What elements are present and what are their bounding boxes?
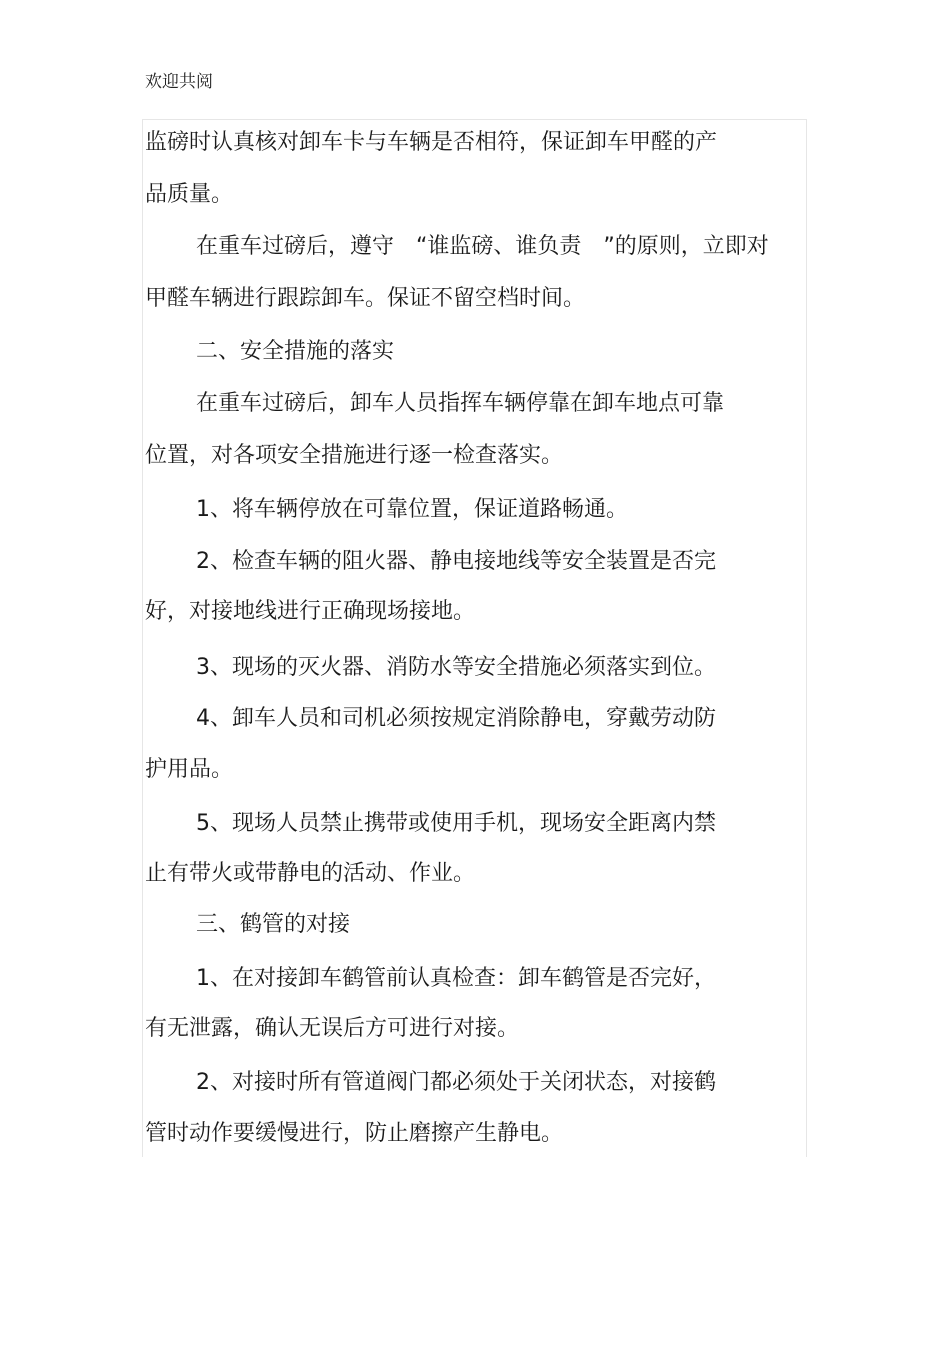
list-item: 3、现场的灭火器、消防水等安全措施必须落实到位。 <box>196 655 716 680</box>
section-heading: 三、鹤管的对接 <box>196 912 351 937</box>
list-item: 1、在对接卸车鹤管前认真检查：卸车鹤管是否完好， <box>196 966 716 991</box>
paragraph-line: 甲醛车辆进行跟踪卸车。保证不留空档时间。 <box>145 286 586 311</box>
paragraph-line: 好，对接地线进行正确现场接地。 <box>145 599 476 624</box>
paragraph-line: 位置，对各项安全措施进行逐一检查落实。 <box>145 443 564 468</box>
section-heading: 二、安全措施的落实 <box>196 339 395 364</box>
paragraph-line: 在重车过磅后，遵守 “谁监磅、谁负责 ”的原则，立即对 <box>196 234 769 259</box>
list-item: 2、检查车辆的阻火器、静电接地线等安全装置是否完 <box>196 549 716 574</box>
paragraph-line: 管时动作要缓慢进行，防止磨擦产生静电。 <box>145 1121 564 1146</box>
list-item: 1、将车辆停放在可靠位置，保证道路畅通。 <box>196 497 628 522</box>
paragraph-line: 监磅时认真核对卸车卡与车辆是否相符，保证卸车甲醛的产 <box>145 130 718 155</box>
paragraph-line: 在重车过磅后，卸车人员指挥车辆停靠在卸车地点可靠 <box>196 391 725 416</box>
page-header: 欢迎共阅 <box>145 72 213 92</box>
paragraph-line: 有无泄露，确认无误后方可进行对接。 <box>145 1016 520 1041</box>
list-item: 5、现场人员禁止携带或使用手机，现场安全距离内禁 <box>196 811 716 836</box>
list-item: 4、卸车人员和司机必须按规定消除静电，穿戴劳动防 <box>196 706 716 731</box>
list-item: 2、对接时所有管道阀门都必须处于关闭状态，对接鹤 <box>196 1070 716 1095</box>
paragraph-line: 止有带火或带静电的活动、作业。 <box>145 861 476 886</box>
content-frame <box>142 119 807 1157</box>
paragraph-line: 护用品。 <box>145 757 234 782</box>
paragraph-line: 品质量。 <box>145 182 234 207</box>
